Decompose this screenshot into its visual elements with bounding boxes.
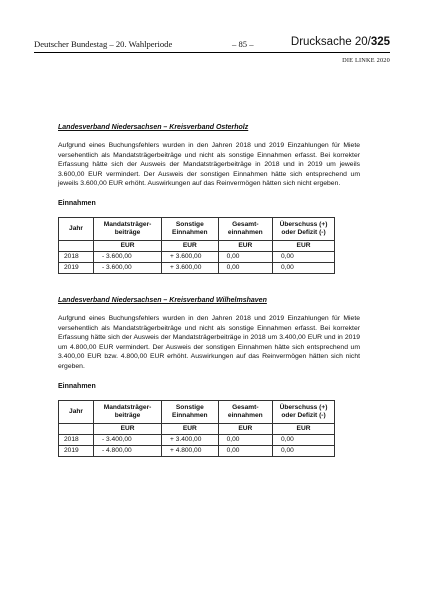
table-row xyxy=(59,434,335,445)
value-cell: - 4.800,00 xyxy=(94,445,162,456)
year-cell: 2019 xyxy=(59,262,94,273)
value-cell: 0,00 xyxy=(218,445,272,456)
value-cell: + 3.400,00 xyxy=(162,434,219,445)
table-header-row xyxy=(59,400,335,423)
unit-cell: EUR xyxy=(162,423,219,434)
header-cell: Jahr xyxy=(59,217,94,240)
table-unit-row xyxy=(59,240,335,251)
value-cell: 0,00 xyxy=(273,445,335,456)
value-cell: 0,00 xyxy=(273,262,335,273)
header-cell: Gesamt- einnahmen xyxy=(218,400,272,423)
header-cell: Sonstige Einnahmen xyxy=(162,400,219,423)
unit-cell: EUR xyxy=(162,240,219,251)
header-cell: Jahr xyxy=(59,400,94,423)
section-title: Landesverband Niedersachsen – Kreisverband Osterholz xyxy=(58,124,249,131)
section-subheading: Einnahmen xyxy=(58,199,96,207)
page-number: – 85 – xyxy=(232,39,254,49)
table-row xyxy=(59,251,335,262)
value-cell: - 3.600,00 xyxy=(94,262,162,273)
unit-cell xyxy=(59,423,94,434)
value-cell: 0,00 xyxy=(273,251,335,262)
section-title: Landesverband Niedersachsen – Kreisverband Wilhelmshaven xyxy=(58,297,267,304)
value-cell: - 3.400,00 xyxy=(94,434,162,445)
table-unit-row xyxy=(59,423,335,434)
year-cell: 2019 xyxy=(59,445,94,456)
section-paragraph: Aufgrund eines Buchungsfehlers wurden in den Jahren 2018 und 2019 Einzahlungen für Miete versehentlich als Mandatsträgerbeiträge und nicht als sonstige Einnahmen erfasst. Bei korrekter Erfassung hätte sich der Ausweis der Mandatsträgerbeiträge in 2018 und in 2019 um jeweils 3.600,00 EUR vermindert. Der Ausweis der sonstigen Einnahmen hätte sich entsprechend um jeweils 3.600,00 EUR erhöht. Auswirkungen auf das Reinvermögen hätten sich nicht ergeben. xyxy=(58,142,360,188)
value-cell: + 3.600,00 xyxy=(162,251,219,262)
page-header xyxy=(34,38,390,53)
unit-cell: EUR xyxy=(273,240,335,251)
value-cell: 0,00 xyxy=(218,434,272,445)
parliament-label: Deutscher Bundestag – 20. Wahlperiode xyxy=(34,39,173,49)
document-prefix: Drucksache 20/ xyxy=(290,36,371,48)
section-paragraph: Aufgrund eines Buchungsfehlers wurden in den Jahren 2018 und 2019 Einzahlungen für Miete versehentlich als Mandatsträgerbeiträge und nicht als sonstige Einnahmen erfasst. Bei korrekter Erfassung hätte sich der Ausweis der Mandatsträgerbeiträge in 2018 um 3.400,00 EUR und in 2019 um 4.800,00 EUR vermindert. Der Ausweis der sonstigen Einnahmen hätte sich entsprechend um 3.400,00 EUR bzw. 4.800,00 EUR erhöht. Auswirkungen auf das Reinvermögen hätten sich nicht ergeben. xyxy=(58,315,360,370)
unit-cell: EUR xyxy=(94,423,162,434)
header-cell: Gesamt- einnahmen xyxy=(218,217,272,240)
report-subline: DIE LINKE 2020 xyxy=(342,57,390,64)
header-cell: Mandatsträger- beiträge xyxy=(94,217,162,240)
table-header-row xyxy=(59,217,335,240)
value-cell: - 3.600,00 xyxy=(94,251,162,262)
value-cell: + 3.600,00 xyxy=(162,262,219,273)
value-cell: 0,00 xyxy=(273,434,335,445)
value-cell: 0,00 xyxy=(218,251,272,262)
unit-cell: EUR xyxy=(273,423,335,434)
header-cell: Mandatsträger- beiträge xyxy=(94,400,162,423)
table-row xyxy=(59,262,335,273)
income-table xyxy=(58,400,335,457)
document-number xyxy=(291,36,390,48)
year-cell: 2018 xyxy=(59,434,94,445)
section-wilhelmshaven xyxy=(58,297,360,457)
unit-cell: EUR xyxy=(94,240,162,251)
section-subheading: Einnahmen xyxy=(58,382,96,390)
value-cell: 0,00 xyxy=(218,262,272,273)
header-cell: Überschuss (+) oder Defizit (-) xyxy=(273,400,335,423)
unit-cell: EUR xyxy=(218,423,272,434)
document-number-bold: 325 xyxy=(370,36,390,48)
table-row xyxy=(59,445,335,456)
header-cell: Überschuss (+) oder Defizit (-) xyxy=(273,217,335,240)
unit-cell xyxy=(59,240,94,251)
header-cell: Sonstige Einnahmen xyxy=(162,217,219,240)
unit-cell: EUR xyxy=(218,240,272,251)
income-table xyxy=(58,217,335,274)
year-cell: 2018 xyxy=(59,251,94,262)
section-osterholz xyxy=(58,124,360,274)
value-cell: + 4.800,00 xyxy=(162,445,219,456)
